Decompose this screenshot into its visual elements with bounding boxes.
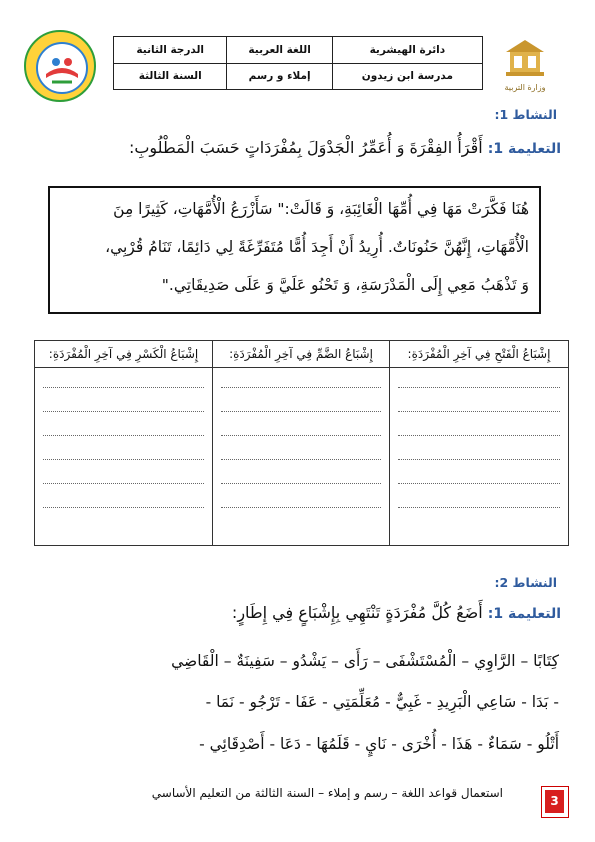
school-logo (24, 30, 96, 102)
answer-line[interactable] (43, 483, 204, 484)
answer-line[interactable] (43, 459, 204, 460)
answer-line[interactable] (398, 411, 560, 412)
page-number: 3 (545, 790, 564, 813)
instruction-text: أَقْرَأُ الفِقْرَةَ وَ أُعَمِّرُ الْجَدْوَلَ بِمُفْرَدَاتٍ حَسَبَ الْمَطْلُوبِ: (128, 138, 483, 157)
answer-line[interactable] (221, 435, 381, 436)
answer-line[interactable] (398, 483, 560, 484)
answer-line[interactable] (43, 411, 204, 412)
activity-2-instruction (232, 603, 561, 622)
column-damma (213, 341, 389, 545)
header-school: مدرسة ابن زيدون (332, 63, 482, 90)
instruction-text: أَضَعُ كُلَّ مُفْرَدَةٍ تَنْتَهِي بِإِشْبَاعٍ فِي إِطَارٍ: (231, 603, 483, 622)
classification-table (34, 340, 569, 546)
footer-text: استعمال قواعد اللغة – رسم و إملاء – السنة الثالثة من التعليم الأساسي (151, 786, 503, 800)
word-line: أَتْلُو - سَمَاءٌ - هَذَا - أُخْرَى - نَايٍ - قَلَمُهَا - دَعَا - أَصْدِقَائِي - (199, 735, 559, 753)
ministry-logo-text: وزارة التربية (504, 83, 546, 92)
answer-line[interactable] (43, 435, 204, 436)
column-divider (212, 341, 213, 545)
answer-line[interactable] (398, 435, 560, 436)
activity-1-instruction (129, 138, 561, 157)
instruction-label: التعليمة 1: (487, 606, 561, 622)
passage-line: الْأُمَّهَاتِ، إِنَّهُنَّ حَنُونَاتٌ. أُرِيدُ أَنْ أَجِدَ أُمًّا مُتَفَرِّغَةً لِي دَائِمًا، تَنَامُ قُرْبِي، (105, 238, 529, 256)
activity-2-title: النشاط 2: (494, 575, 557, 590)
answer-line[interactable] (43, 387, 204, 388)
column-kasra (35, 341, 212, 545)
header-district: دائرة الهيشرية (332, 37, 482, 64)
header-subject: اللغة العربية (227, 37, 332, 64)
passage-line: وَ تَذْهَبُ مَعِي إِلَى الْمَدْرَسَةِ، وَ تَحْنُو عَلَيَّ وَ عَلَى صَدِيقَاتِي." (161, 276, 529, 294)
answer-line[interactable] (43, 507, 204, 508)
answer-line[interactable] (221, 387, 381, 388)
column-divider (389, 341, 390, 545)
answer-line[interactable] (221, 459, 381, 460)
column-header-fatha: إِشْبَاعُ الْفَتْحِ فِي آخِرِ الْمُفْرَدَةِ: (390, 341, 568, 368)
instruction-label: التعليمة 1: (487, 141, 561, 157)
column-header-damma: إِشْبَاعُ الضَّمِّ فِي آخِرِ الْمُفْرَدَةِ: (213, 341, 389, 368)
passage-line: هُنَا فَكَّرَتْ مَهَا فِي أُمِّهَا الْغَائِبَةِ، وَ قَالَتْ:" سَأَزْرَعُ الْأُمَّهَاتِ، كَثِيرًا مِنَ (113, 200, 529, 218)
column-fatha (390, 341, 568, 545)
header-topic: إملاء و رسم (227, 63, 332, 90)
ministry-logo (500, 36, 550, 92)
word-line: - بَدَا - سَاعِي الْبَرِيدِ - غَبِيٌّ - مُعَلِّمَتِي - عَفَا - تَرْجُو - نَمَا - (205, 693, 559, 711)
reading-passage-box (48, 186, 541, 314)
word-line: كِتَابًا – الرَّاوِي – الْمُسْتَشْفَى – رَأَى – يَشْدُو – سَفِينَةٌ – الْقَاضِي (171, 652, 559, 670)
page-number-badge (541, 786, 569, 818)
answer-line[interactable] (398, 459, 560, 460)
column-header-kasra: إِشْبَاعُ الْكَسْرِ فِي آخِرِ الْمُفْرَدَةِ: (35, 341, 212, 368)
answer-line[interactable] (398, 507, 560, 508)
activity-1-title: النشاط 1: (494, 107, 557, 122)
answer-line[interactable] (398, 387, 560, 388)
header-grade: السنة الثالثة (114, 63, 227, 90)
header-table (113, 36, 483, 90)
header-level: الدرجة الثانية (114, 37, 227, 64)
answer-line[interactable] (221, 411, 381, 412)
answer-line[interactable] (221, 507, 381, 508)
answer-line[interactable] (221, 483, 381, 484)
school-logo-emblem (36, 42, 88, 94)
